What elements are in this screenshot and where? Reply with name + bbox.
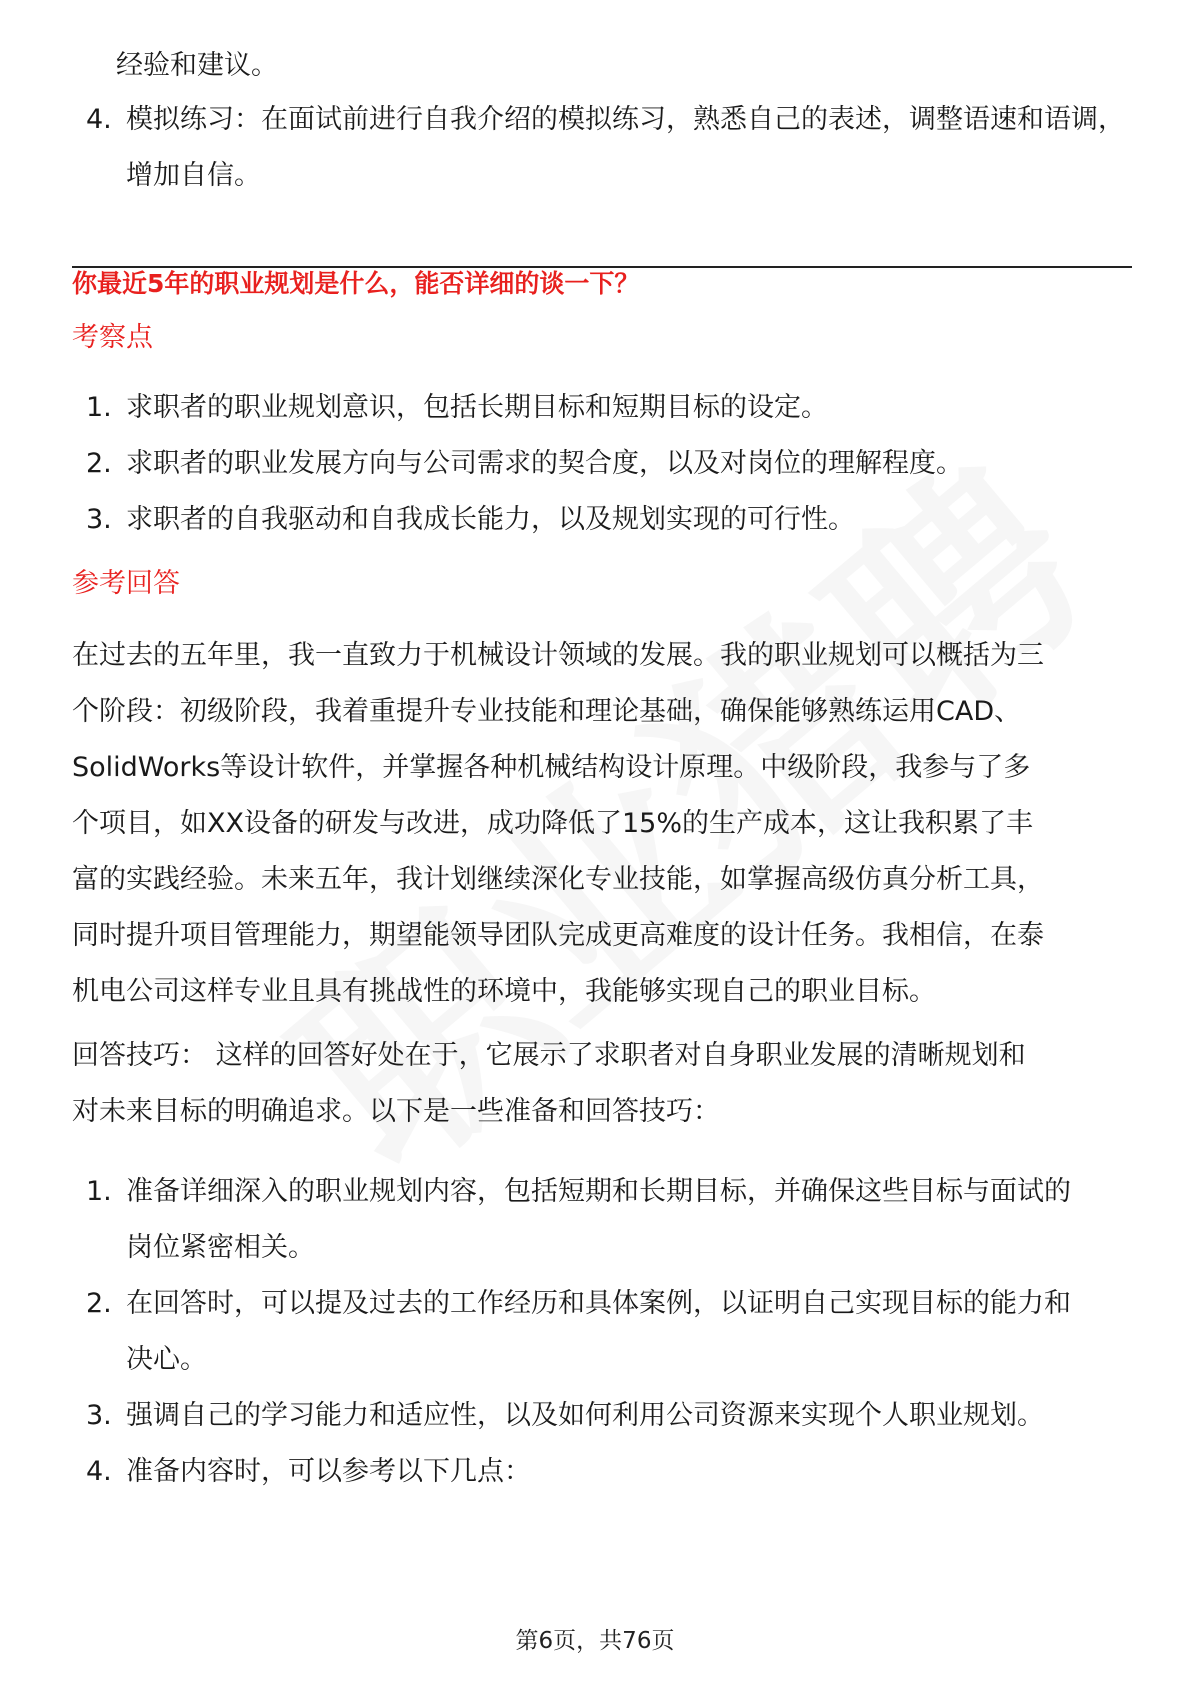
tips-list — [72, 1164, 1078, 1500]
list-item-text: 在回答时，可以提及过去的工作经历和具体案例，以证明自己实现目标的能力和决心。 — [126, 1288, 1071, 1375]
tips-item — [72, 1444, 1078, 1500]
prev-list-item-4 — [72, 92, 1132, 204]
list-number: 3. — [86, 1400, 112, 1431]
prev-continuation — [72, 38, 1176, 94]
list-number: 1. — [86, 1176, 112, 1207]
list-item-text: 求职者的职业发展方向与公司需求的契合度，以及对岗位的理解程度。 — [126, 448, 963, 479]
section-divider — [72, 266, 1132, 268]
list-number: 4. — [86, 1456, 112, 1487]
question-title: 你最近5年的职业规划是什么，能否详细的谈一下？ — [72, 269, 640, 298]
examine-item — [72, 492, 1132, 548]
question-block — [72, 264, 1132, 304]
examine-item — [72, 380, 1132, 436]
page-footer: 第6页，共76页 — [515, 1628, 675, 1654]
tips-paragraph: 回答技巧： 这样的回答好处在于，它展示了求职者对自身职业发展的清晰规划和对未来目标的明确追求。以下是一些准备和回答技巧： — [72, 1040, 1026, 1127]
list-item-text: 求职者的职业规划意识，包括长期目标和短期目标的设定。 — [126, 392, 828, 423]
examine-heading: 考察点 — [72, 322, 153, 353]
tips-item — [72, 1388, 1078, 1444]
examine-item — [72, 436, 1132, 492]
list-item-text: 准备详细深入的职业规划内容，包括短期和长期目标，并确保这些目标与面试的岗位紧密相关。 — [126, 1176, 1071, 1263]
list-number: 1. — [86, 392, 112, 423]
list-number: 2. — [86, 1288, 112, 1319]
list-number: 3. — [86, 504, 112, 535]
list-number: 2. — [86, 448, 112, 479]
answer-heading: 参考回答 — [72, 568, 180, 599]
list-item-text: 求职者的自我驱动和自我成长能力，以及规划实现的可行性。 — [126, 504, 855, 535]
examine-list — [72, 380, 1132, 548]
list-item-text: 准备内容时，可以参考以下几点： — [126, 1456, 531, 1487]
prev-continuation-text: 经验和建议。 — [116, 50, 278, 81]
list-item-text: 模拟练习：在面试前进行自我介绍的模拟练习，熟悉自己的表述，调整语速和语调，增加自信。 — [126, 104, 1125, 191]
list-item-text: 强调自己的学习能力和适应性，以及如何利用公司资源来实现个人职业规划。 — [126, 1400, 1044, 1431]
list-number: 4. — [86, 104, 112, 135]
tips-item — [72, 1276, 1078, 1388]
tips-item — [72, 1164, 1078, 1276]
answer-paragraph: 在过去的五年里，我一直致力于机械设计领域的发展。我的职业规划可以概括为三个阶段：初级阶段，我着重提升专业技能和理论基础，确保能够熟练运用CAD、SolidWorks等设计软件，并掌握各种机械结构设计原理。中级阶段，我参与了多个项目，如XX设备的研发与改进，成功降低了15%的生产成本，这让我积累了丰富的实践经验。未来五年，我计划继续深化专业技能，如掌握高级仿真分析工具，同时提升项目管理能力，期望能领导团队完成更高难度的设计任务。我相信，在泰机电公司这样专业且具有挑战性的环境中，我能够实现自己的职业目标。 — [72, 640, 1044, 1007]
